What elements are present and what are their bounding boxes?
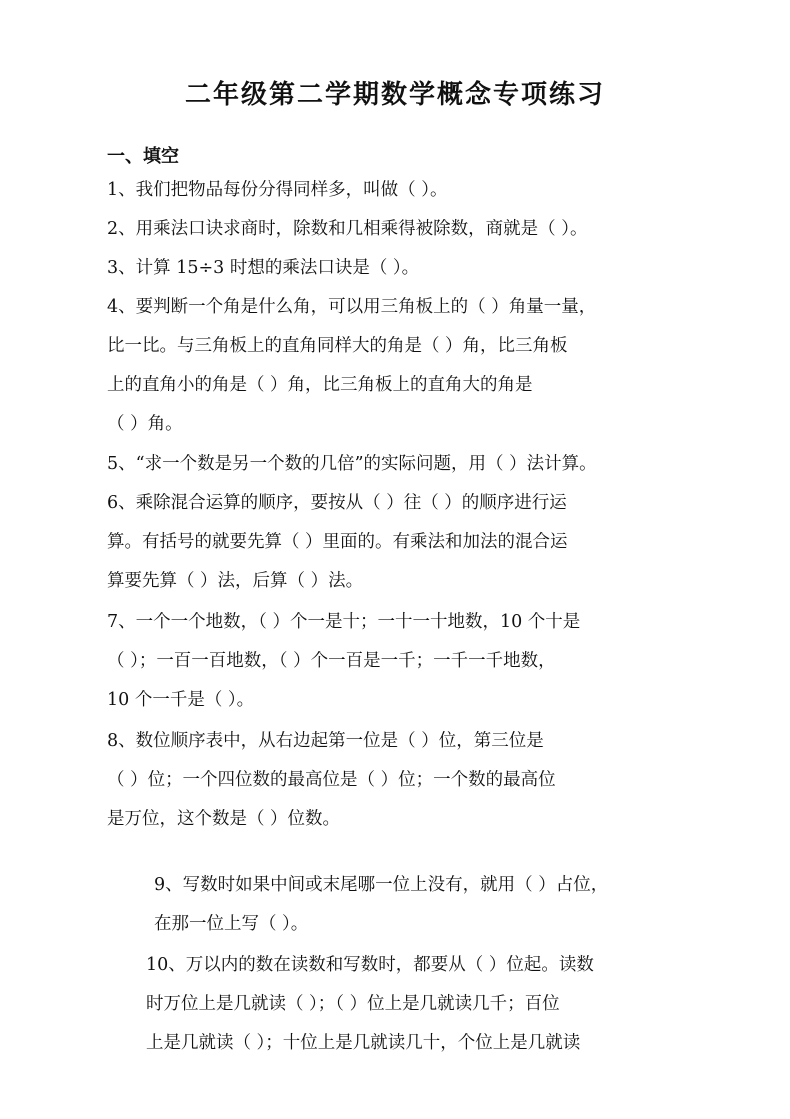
question-line: （ ）位；一个四位数的最高位是（ ）位；一个数的最高位 <box>107 770 556 790</box>
question-line: 10 个一千是（ ）。 <box>107 690 255 710</box>
question-line: 上是几就读（ ）；十位上是几就读几十，个位上是几就读 <box>146 1033 581 1053</box>
question-line: 在那一位上写（ ）。 <box>154 914 309 934</box>
section-heading: 一、填空 <box>107 146 179 167</box>
question-line: 7、一个一个地数，（ ）个一是十；一十一十地数，10 个十是 <box>107 612 581 632</box>
question-line: 4、要判断一个角是什么角，可以用三角板上的（ ）角量一量， <box>107 297 597 317</box>
page-title: 二年级第二学期数学概念专项练习 <box>184 80 605 110</box>
question-line: 3、计算 15÷3 时想的乘法口诀是（ ）。 <box>107 258 420 278</box>
question-line: 算。有括号的就要先算（ ）里面的。有乘法和加法的混合运 <box>107 532 568 552</box>
question-line: 算要先算（ ）法，后算（ ）法。 <box>107 571 364 591</box>
question-line: 时万位上是几就读（ ）；（ ）位上是几就读几千；百位 <box>146 994 560 1014</box>
question-line: 8、数位顺序表中，从右边起第一位是（ ）位，第三位是 <box>107 731 544 751</box>
question-line: （ ）；一百一百地数，（ ）个一百是一千；一千一千地数， <box>107 651 556 671</box>
question-line: 10、万以内的数在读数和写数时，都要从（ ）位起。读数 <box>146 955 594 975</box>
question-line: 2、用乘法口诀求商时，除数和几相乘得被除数，商就是（ ）。 <box>107 219 588 239</box>
question-line: 1、我们把物品每份分得同样多，叫做（ ）。 <box>107 180 448 200</box>
question-line: 9、写数时如果中间或末尾哪一位上没有，就用（ ）占位， <box>154 875 609 895</box>
question-line: 6、乘除混合运算的顺序，要按从（ ）往（ ）的顺序进行运 <box>107 493 567 513</box>
question-line: 是万位，这个数是（ ）位数。 <box>107 809 341 829</box>
question-line: （ ）角。 <box>107 414 183 434</box>
question-line: 上的直角小的角是（ ）角，比三角板上的直角大的角是 <box>107 375 533 395</box>
question-line: 5、“求一个数是另一个数的几倍”的实际问题，用（ ）法计算。 <box>107 454 597 474</box>
question-line: 比一比。与三角板上的直角同样大的角是（ ）角，比三角板 <box>107 336 568 356</box>
